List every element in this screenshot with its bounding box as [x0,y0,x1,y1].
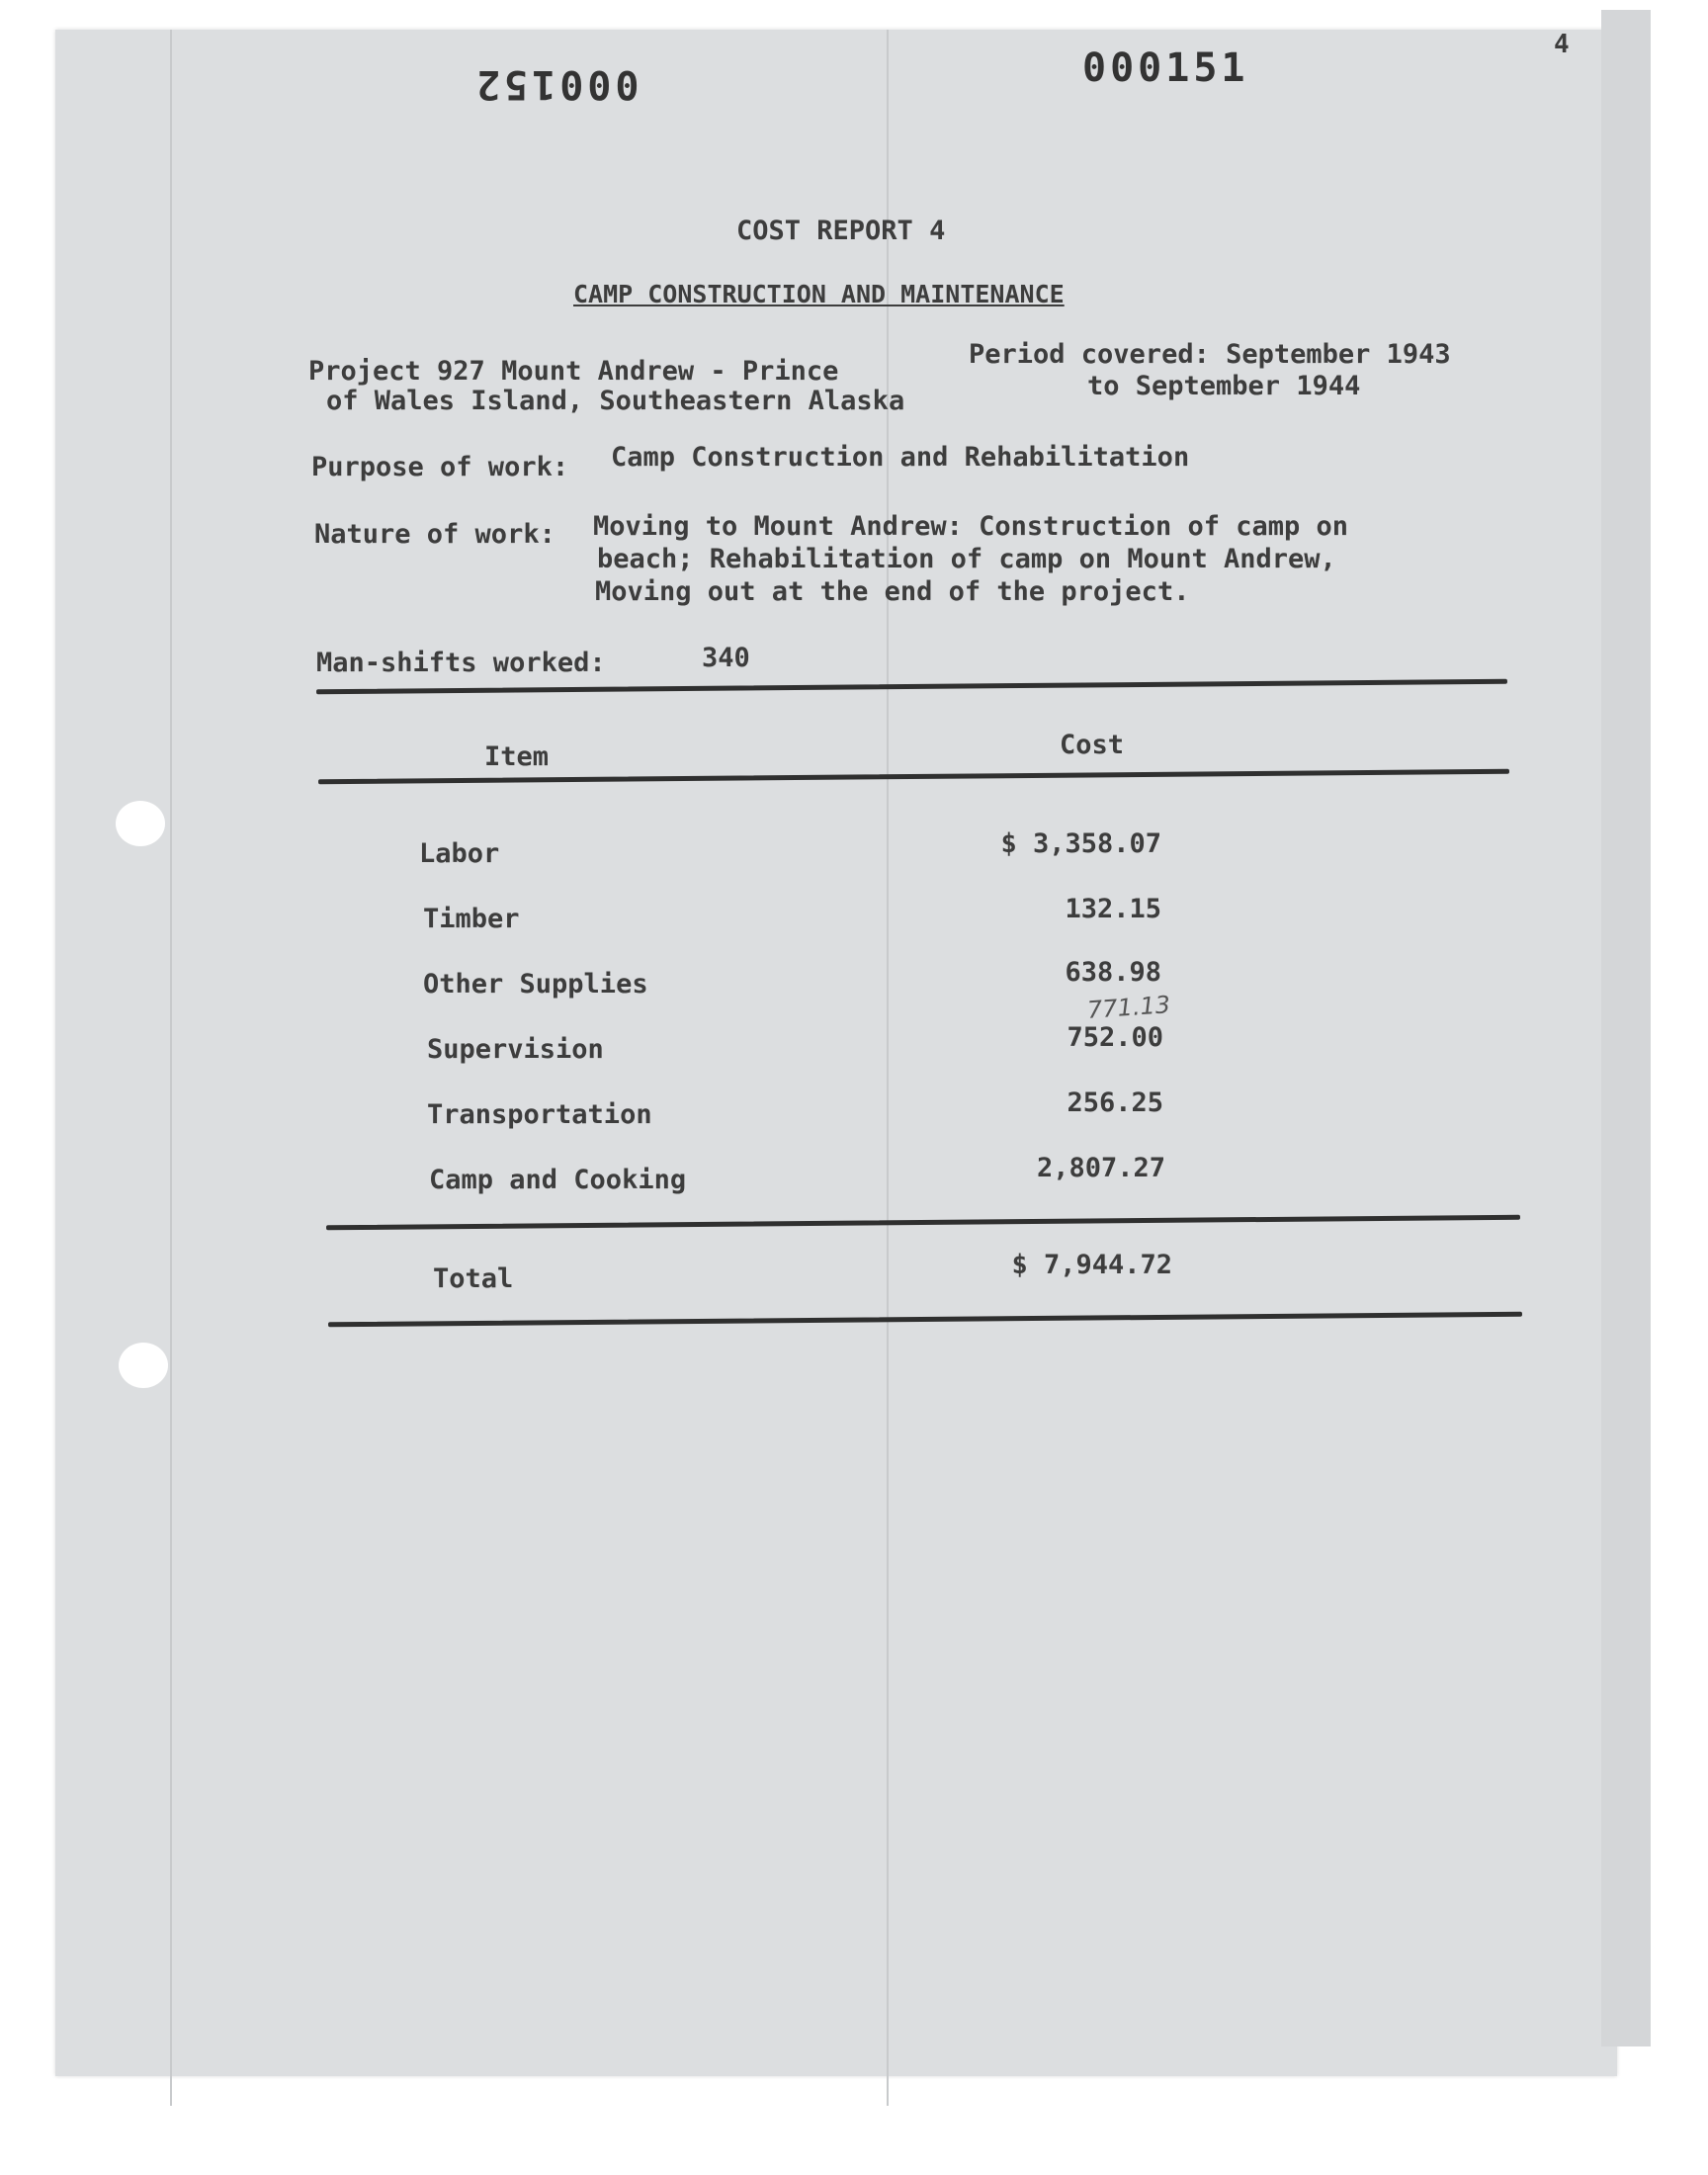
period-line-2: to September 1944 [1087,371,1361,401]
nature-line-2: beach; Rehabilitation of camp on Mount Andrew, [597,544,1336,574]
table-row-cost: 256.25 [1067,1088,1163,1118]
nature-label: Nature of work: [314,519,555,550]
table-row-item: Labor [419,838,500,869]
table-row-cost: 132.15 [1065,894,1161,924]
table-row-cost: 638.98 [1065,957,1161,988]
document-page [55,30,1617,2076]
project-line-1: Project 927 Mount Andrew - Prince [308,356,839,387]
purpose-value: Camp Construction and Rehabilitation [611,442,1190,473]
total-label: Total [433,1263,514,1294]
handwritten-subtotal: 771.13 [1086,991,1171,1024]
punch-hole [116,801,165,846]
column-header-item: Item [484,741,550,772]
total-value: $ 7,944.72 [1011,1250,1172,1280]
purpose-label: Purpose of work: [311,452,569,482]
column-header-cost: Cost [1060,730,1125,760]
period-line-1: Period covered: September 1943 [969,339,1451,370]
table-row-item: Supervision [427,1034,604,1065]
nature-line-1: Moving to Mount Andrew: Construction of camp on [593,511,1349,542]
stamp-number-inverted: 000152 [472,61,640,107]
scan-fold-line [170,30,172,2106]
man-shifts-label: Man-shifts worked: [316,648,606,678]
table-row-cost: $ 3,358.07 [1000,828,1161,859]
report-subtitle: CAMP CONSTRUCTION AND MAINTENANCE [573,280,1065,308]
table-row-item: Transportation [427,1099,652,1130]
punch-hole [119,1343,168,1388]
scan-fold-line [887,30,889,2106]
table-row-item: Camp and Cooking [429,1165,687,1195]
project-line-2: of Wales Island, Southeastern Alaska [326,386,905,416]
nature-line-3: Moving out at the end of the project. [595,576,1190,607]
table-row-cost: 752.00 [1067,1022,1163,1053]
stamp-number: 000151 [1082,45,1249,91]
corner-page-number: 4 [1554,30,1570,59]
table-row-cost: 2,807.27 [1036,1153,1165,1183]
table-row-item: Other Supplies [423,969,648,1000]
table-row-item: Timber [423,904,520,934]
page-edge [1601,10,1651,2046]
report-title: COST REPORT 4 [736,216,946,246]
man-shifts-value: 340 [702,643,750,673]
